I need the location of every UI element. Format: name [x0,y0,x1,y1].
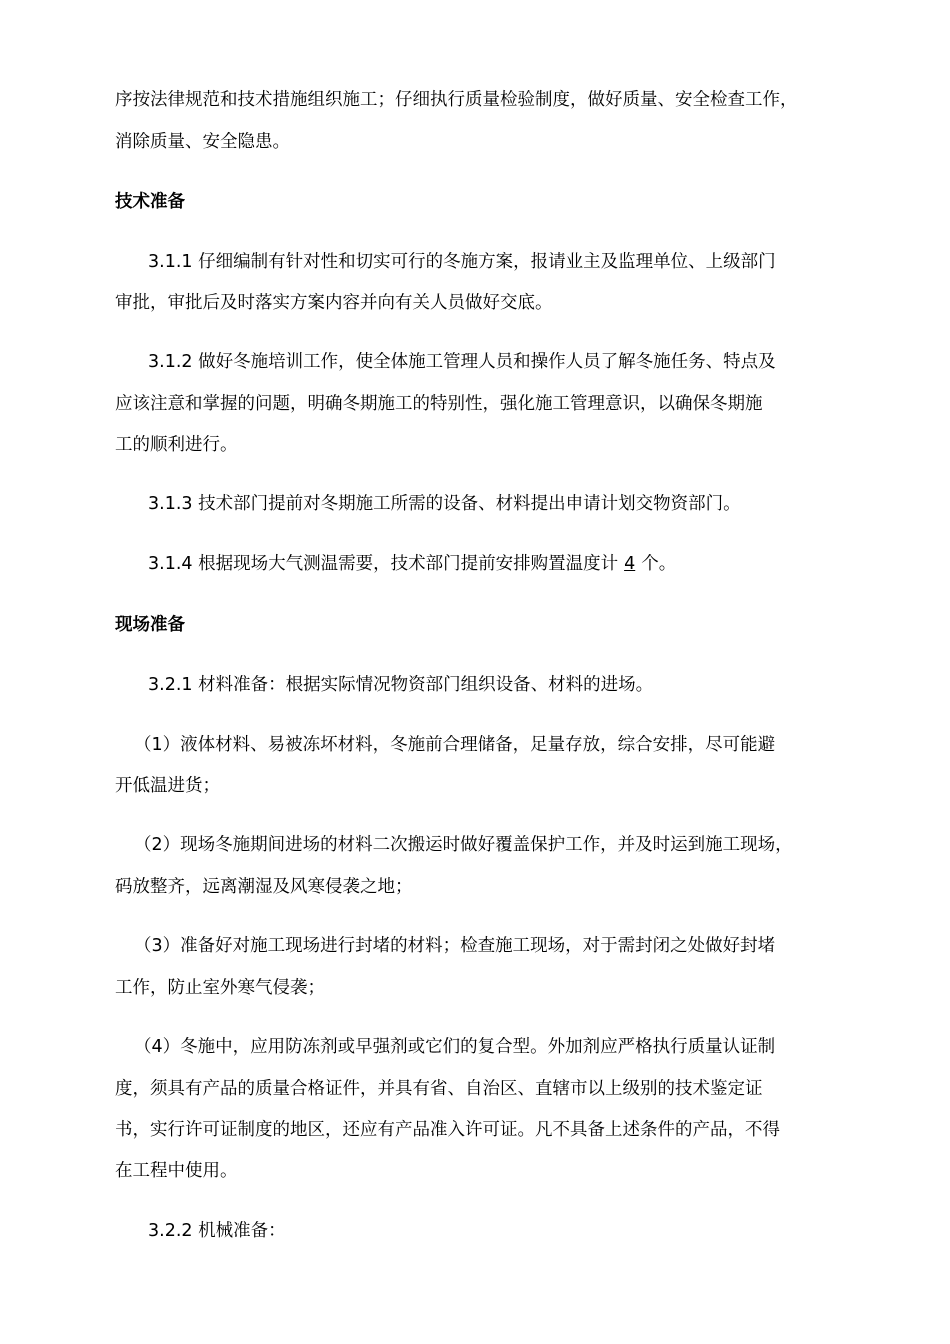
thermometer-count: 4 [624,554,636,574]
intro-line-1: 序按法律规范和技术措施组织施工；仔细执行质量检验制度，做好质量、安全检查工作， [115,90,798,110]
item-4-line-1: （4）冬施中，应用防冻剂或早强剂或它们的复合型。外加剂应严格执行质量认证制 [134,1037,776,1057]
paragraph-3-1-2-line-3: 工的顺利进行。 [115,435,238,455]
paragraph-3-1-4 [148,552,676,576]
item-2-line-1: （2）现场冬施期间进场的材料二次搬运时做好覆盖保护工作，并及时运到施工现场， [134,835,793,855]
paragraph-3-1-4-text: 3.1.4 根据现场大气测温需要，技术部门提前安排购置温度计 [148,554,619,574]
item-1-line-1: （1）液体材料、易被冻坏材料，冬施前合理储备，足量存放，综合安排，尽可能避 [134,735,776,755]
paragraph-3-1-4-suffix: 个。 [641,554,677,574]
item-4-line-2: 度，须具有产品的质量合格证件，并具有省、自治区、直辖市以上级别的技术鉴定证 [115,1079,763,1099]
item-2-line-2: 码放整齐，远离潮湿及风寒侵袭之地； [115,877,413,897]
item-4-line-3: 书，实行许可证制度的地区，还应有产品准入许可证。凡不具备上述条件的产品，不得 [115,1120,780,1140]
heading-technical-preparation: 技术准备 [115,192,185,212]
item-4-line-4: 在工程中使用。 [115,1161,238,1181]
paragraph-3-1-3-line-1: 3.1.3 技术部门提前对冬期施工所需的设备、材料提出申请计划交物资部门。 [148,494,741,514]
heading-site-preparation: 现场准备 [115,615,185,635]
intro-line-2: 消除质量、安全隐患。 [115,132,290,152]
paragraph-3-2-1-line-1: 3.2.1 材料准备：根据实际情况物资部门组织设备、材料的进场。 [148,675,654,695]
paragraph-3-1-1-line-1: 3.1.1 仔细编制有针对性和切实可行的冬施方案，报请业主及监理单位、上级部门 [148,252,776,272]
paragraph-3-2-2-line-1: 3.2.2 机械准备： [148,1221,286,1241]
item-3-line-2: 工作，防止室外寒气侵袭； [115,978,325,998]
item-1-line-2: 开低温进货； [115,776,220,796]
paragraph-3-1-1-line-2: 审批，审批后及时落实方案内容并向有关人员做好交底。 [115,293,553,313]
item-3-line-1: （3）准备好对施工现场进行封堵的材料；检查施工现场，对于需封闭之处做好封堵 [134,936,776,956]
paragraph-3-1-2-line-2: 应该注意和掌握的问题，明确冬期施工的特别性，强化施工管理意识，以确保冬期施 [115,394,763,414]
paragraph-3-1-2-line-1: 3.1.2 做好冬施培训工作，使全体施工管理人员和操作人员了解冬施任务、特点及 [148,352,776,372]
